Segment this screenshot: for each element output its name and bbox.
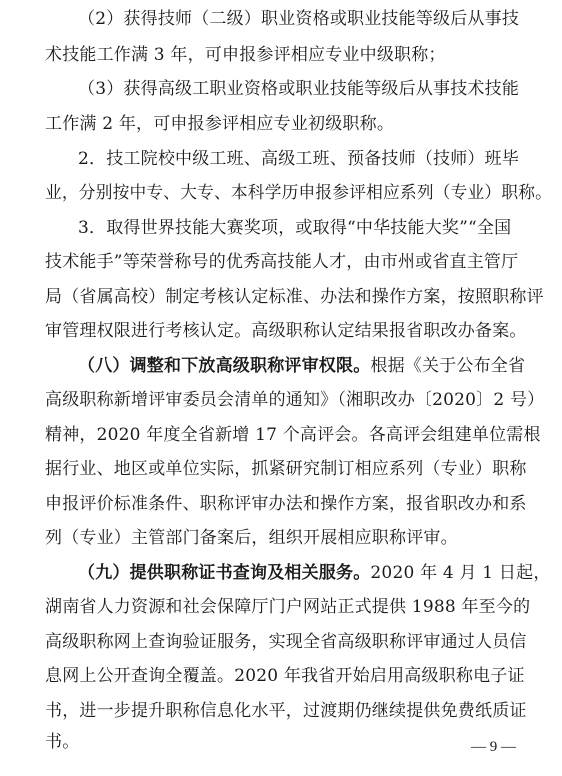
text-line: 列（专业）主管部门备案后，组织开展相应职称评审。: [45, 528, 458, 548]
text-line: 技术能手”等荣誉称号的优秀高技能人才，由市州或省直主管厅: [45, 252, 519, 272]
text-line: 术技能工作满 3 年，可申报参评相应专业中级职称；: [45, 45, 446, 65]
text-line: （3）获得高级工职业资格或职业技能等级后从事技术技能: [78, 79, 520, 99]
text-run: 根据《关于公布全省: [370, 356, 526, 376]
text-line: 3．取得世界技能大赛奖项，或取得“中华技能大奖”“全国: [78, 218, 512, 238]
text-line: 工作满 2 年，可申报参评相应专业初级职称。: [45, 114, 395, 134]
text-line: 2．技工院校中级工班、高级工班、预备技师（技师）班毕: [78, 149, 520, 169]
text-line: [78, 356, 525, 376]
text-line: 业，分别按中专、大专、本科学历申报参评相应系列（专业）职称。: [45, 183, 553, 203]
text-line: 据行业、地区或单位实际，抓紧研究制订相应系列（专业）职称: [45, 459, 527, 479]
page-number: — 9 —: [471, 739, 516, 755]
text-line: 息网上公开查询全覆盖。2020 年我省开始启用高级职称电子证: [45, 666, 525, 686]
text-line: 书，进一步提升职称信息化水平，过渡期仍继续提供免费纸质证: [45, 701, 527, 721]
text-line: 湖南省人力资源和社会保障厅门户网站正式提供 1988 年至今的: [45, 597, 531, 617]
text-line: 局（省属高校）制定考核认定标准、办法和操作方案，按照职称评: [45, 287, 544, 307]
text-line: 书。: [45, 732, 80, 752]
text-line: 精神，2020 年度全省新增 17 个高评会。各高评会组建单位需根: [45, 425, 541, 445]
text-line: 审管理权限进行考核认定。高级职称认定结果报省职改办备案。: [45, 321, 527, 341]
text-line: 申报评价标准条件、职称评审办法和操作方案，报省职改办和系: [45, 494, 527, 514]
section-heading: （九）提供职称证书查询及相关服务。: [78, 563, 371, 583]
section-heading: （八）调整和下放高级职称评审权限。: [78, 356, 371, 376]
text-line: 高级职称网上查询验证服务，实现全省高级职称评审通过人员信: [45, 632, 527, 652]
text-line: 高级职称新增评审委员会清单的通知》（湘职改办〔2020〕2 号）: [45, 390, 545, 410]
text-line: [78, 563, 551, 583]
text-run: 2020 年 4 月 1 日起，: [370, 563, 551, 583]
text-line: （2）获得技师（二级）职业资格或职业技能等级后从事技: [78, 9, 520, 29]
